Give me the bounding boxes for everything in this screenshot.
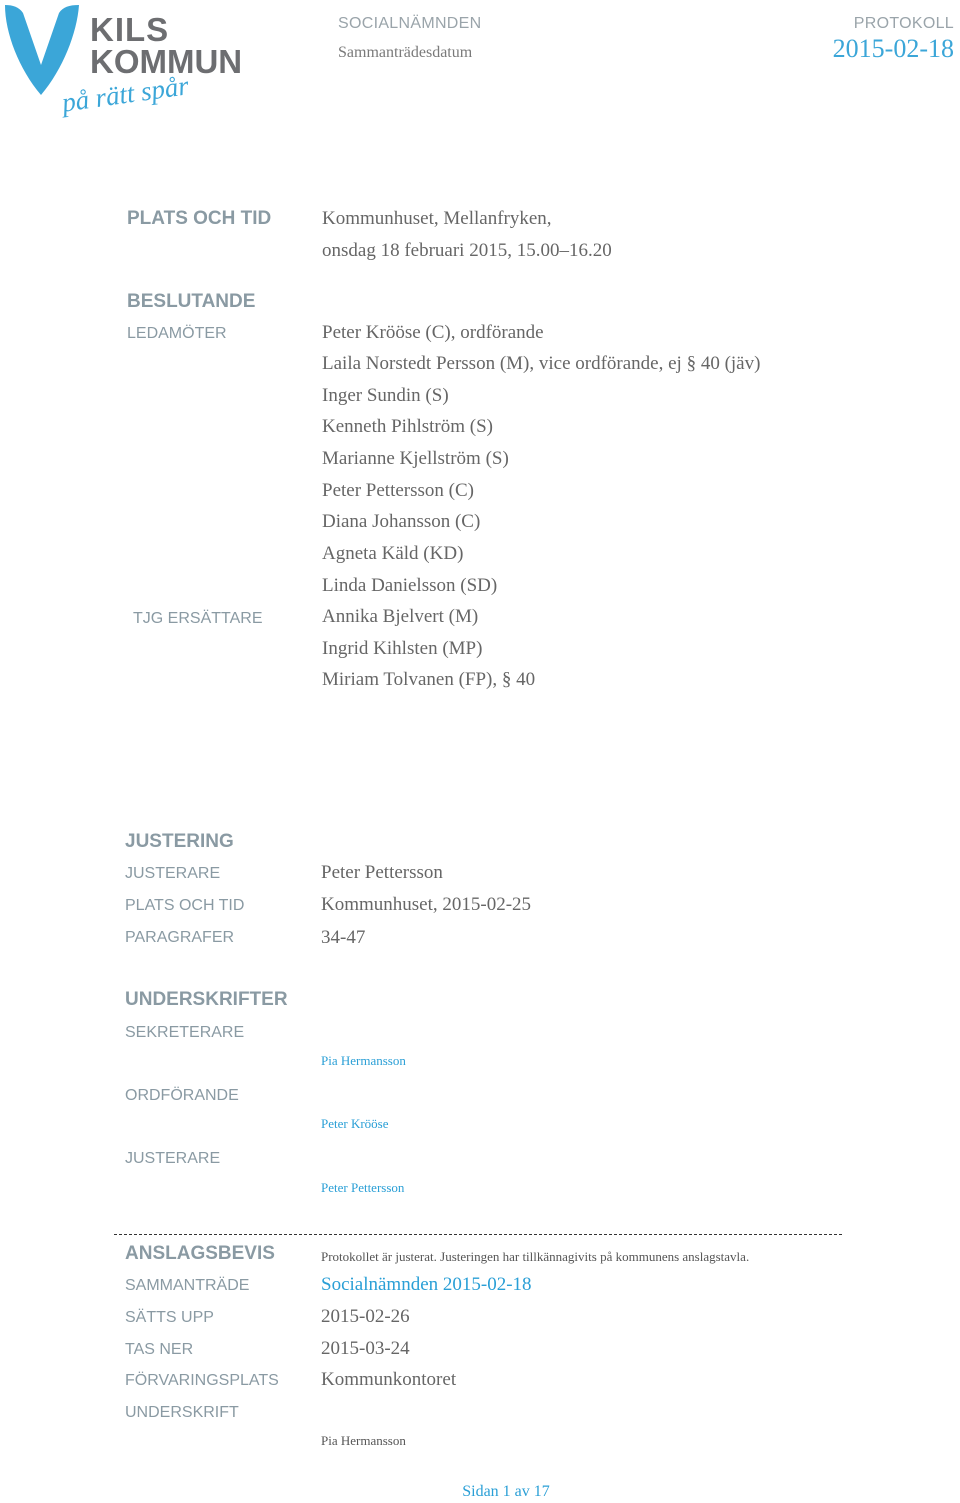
member-item: Agneta Käld (KD): [322, 543, 464, 564]
ledamoter-label: LEDAMÖTER: [127, 325, 227, 342]
member-item: Kenneth Pihlström (S): [322, 416, 493, 437]
tas-ner-label: TAS NER: [125, 1341, 194, 1358]
anslagsbevis-note: Protokollet är justerat. Justeringen har tillkännagivits på kommunens anslagstavla.: [321, 1249, 750, 1264]
page-indicator: Sidan 1 av 17: [462, 1483, 550, 1500]
meeting-date: 2015-02-18: [832, 34, 954, 63]
tjg-ersattare-label: TJG ERSÄTTARE: [133, 610, 263, 627]
signature-name: Peter Pettersson: [321, 1180, 405, 1195]
forvaringsplats-label: FÖRVARINGSPLATS: [125, 1372, 279, 1389]
paragrafer-value: 34-47: [321, 927, 366, 948]
logo-text-kils: KILS: [90, 11, 170, 48]
kils-kommun-logo: [0, 0, 243, 140]
member-item: Peter Pettersson (C): [322, 480, 474, 501]
document-type: PROTOKOLL: [853, 15, 954, 32]
plats-line-2: onsdag 18 februari 2015, 15.00–16.20: [322, 240, 612, 261]
organisation-name: SOCIALNÄMNDEN: [338, 15, 482, 32]
meeting-date-label: Sammanträdesdatum: [338, 44, 473, 61]
signature-role: JUSTERARE: [125, 1150, 221, 1167]
plats-line-1: Kommunhuset, Mellanfryken,: [322, 208, 552, 229]
justering-heading: JUSTERING: [125, 831, 234, 852]
signature-name: Pia Hermansson: [321, 1053, 406, 1068]
substitute-item: Ingrid Kihlsten (MP): [322, 638, 483, 659]
forvaringsplats-value: Kommunkontoret: [321, 1369, 457, 1390]
justering-plats-label: PLATS OCH TID: [125, 897, 245, 914]
underskrift-label: UNDERSKRIFT: [125, 1404, 239, 1421]
anslagsbevis-divider: [114, 1234, 842, 1235]
member-item: Diana Johansson (C): [322, 511, 481, 532]
signature-role: SEKRETERARE: [125, 1024, 245, 1041]
beslutande-heading: BESLUTANDE: [127, 291, 256, 312]
signature-name: Peter Krööse: [321, 1116, 389, 1131]
signature-role: ORDFÖRANDE: [125, 1087, 239, 1104]
justerare-value: Peter Pettersson: [321, 862, 443, 883]
justering-plats-value: Kommunhuset, 2015-02-25: [321, 894, 532, 915]
substitute-item: Annika Bjelvert (M): [322, 606, 479, 627]
underskrift-name: Pia Hermansson: [321, 1433, 406, 1448]
member-item: Inger Sundin (S): [322, 385, 449, 406]
substitute-item: Miriam Tolvanen (FP), § 40: [322, 669, 536, 690]
member-item: Marianne Kjellström (S): [322, 448, 509, 469]
plats-och-tid-heading: PLATS OCH TID: [127, 208, 272, 229]
anslagsbevis-heading: ANSLAGSBEVIS: [125, 1243, 275, 1264]
tas-ner-value: 2015-03-24: [321, 1338, 410, 1359]
logo-tagline: på rätt spår: [60, 70, 191, 118]
member-item: Peter Krööse (C), ordförande: [322, 322, 544, 343]
sammantrade-value: Socialnämnden 2015-02-18: [321, 1274, 532, 1295]
satts-upp-label: SÄTTS UPP: [125, 1309, 214, 1326]
member-item: Linda Danielsson (SD): [322, 575, 498, 596]
sammantrade-label: SAMMANTRÄDE: [125, 1277, 250, 1294]
member-item: Laila Norstedt Persson (M), vice ordförande, ej § 40 (jäv): [322, 353, 761, 374]
satts-upp-value: 2015-02-26: [321, 1306, 410, 1327]
underskrifter-heading: UNDERSKRIFTER: [125, 989, 288, 1010]
paragrafer-label: PARAGRAFER: [125, 929, 235, 946]
logo-text-kommun: KOMMUN: [90, 43, 243, 80]
justerare-label: JUSTERARE: [125, 865, 221, 882]
